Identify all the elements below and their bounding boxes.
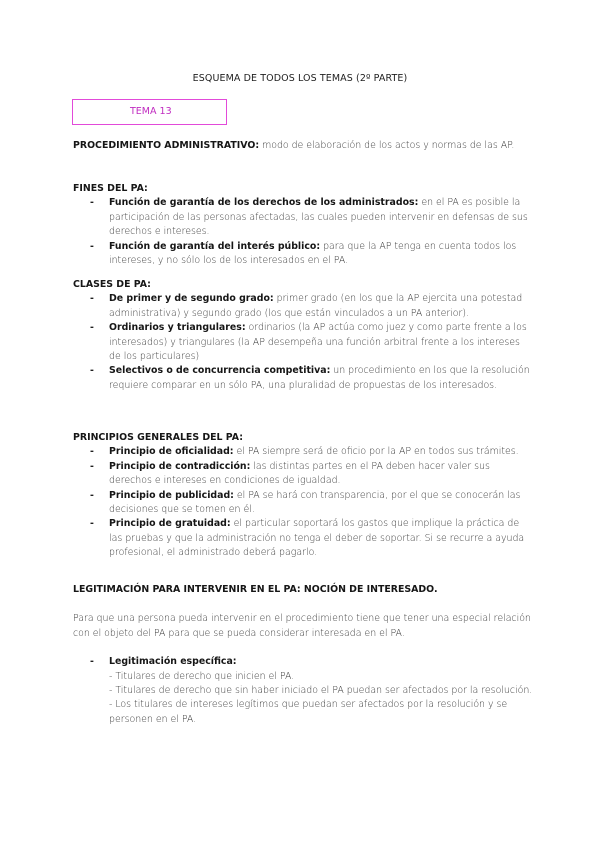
fines-heading: FINES DEL PA: xyxy=(73,183,148,194)
item-text: el PA siempre será de oficio por la AP en todos sus trámites. xyxy=(233,446,519,458)
item-term: Legitimación específica: xyxy=(109,656,237,668)
list-item xyxy=(73,460,533,489)
legitimacion-line: - Titulares de derecho que inicien el PA. xyxy=(109,670,295,682)
item-term: Ordinarios y triangulares: xyxy=(109,322,246,334)
item-term: Selectivos o de concurrencia competitiva: xyxy=(109,365,331,377)
list-item xyxy=(73,445,533,459)
item-text: el PA se hará con transparencia, por el que se conocerán las decisiones que se tomen en él. xyxy=(109,489,521,516)
fines-list xyxy=(73,196,533,268)
item-term: Función de garantía del interés público: xyxy=(109,240,321,252)
principios-list xyxy=(73,445,533,560)
principios-heading: PRINCIPIOS GENERALES DEL PA: xyxy=(73,432,243,443)
principios-section xyxy=(73,431,533,561)
list-item xyxy=(73,292,533,321)
legitimacion-section xyxy=(73,583,533,727)
item-term: Principio de contradicción: xyxy=(109,460,251,472)
item-term: Función de garantía de los derechos de los administrados: xyxy=(109,197,419,209)
list-item xyxy=(73,321,533,364)
fines-section xyxy=(73,182,533,268)
list-item xyxy=(73,489,533,518)
list-item xyxy=(73,517,533,560)
procedimiento-def: modo de elaboración de los actos y normas de las AP. xyxy=(259,140,515,151)
item-term: Principio de publicidad: xyxy=(109,489,234,501)
document-title: ESQUEMA DE TODOS LOS TEMAS (2º PARTE) xyxy=(192,73,408,84)
item-text: el particular soportará los gastos que implique la práctica de las pruebas y que la administración no tenga el deber de soportar. Si se recurre a ayuda profesional, el administrado deberá pagarlo. xyxy=(109,518,525,559)
item-term: De primer y de segundo grado: xyxy=(109,293,274,305)
item-term: Principio de gratuidad: xyxy=(109,518,231,530)
legitimacion-heading: LEGITIMACIÓN PARA INTERVENIR EN EL PA: NOCIÓN DE INTERESADO. xyxy=(73,584,438,595)
legitimacion-line: - Los titulares de intereses legítimos que puedan ser afectados por la resolución y se personen en el PA. xyxy=(109,699,508,725)
list-item xyxy=(73,196,533,239)
list-item xyxy=(73,364,533,393)
procedimiento-definition xyxy=(73,139,533,153)
item-text: primer grado (en los que la AP ejercita una potestad administrativa) y segundo grado (los que están vinculados a un PA anterior). xyxy=(109,293,523,319)
item-term: Principio de oficialidad: xyxy=(109,446,234,458)
item-text: un procedimiento en los que la resolución requiere comparar en un sólo PA, una pluralidad de propuestas de los interesados. xyxy=(109,365,530,391)
item-text: ordinarios (la AP actúa como juez y como parte frente a los interesados) y triangulares (la AP desempeña una función arbitral frente a los intereses de los particulares) xyxy=(109,322,527,363)
item-text: las distintas partes en el PA deben hacer valer sus derechos e intereses en condiciones de igualdad. xyxy=(109,460,490,487)
tema-heading-box xyxy=(72,99,227,125)
tema-label: TEMA 13 xyxy=(130,106,172,117)
item-text: en el PA es posible la participación de las personas afectadas, las cuales pueden intervenir en defensas de sus derechos e intereses. xyxy=(109,197,528,238)
legitimacion-list xyxy=(73,655,533,669)
legitimacion-line: - Titulares de derecho que sin haber iniciado el PA puedan ser afectados por la resolución. xyxy=(109,685,533,697)
procedimiento-term: PROCEDIMIENTO ADMINISTRATIVO: xyxy=(73,140,260,151)
clases-section xyxy=(73,278,533,393)
clases-heading: CLASES DE PA: xyxy=(73,279,151,290)
clases-list xyxy=(73,292,533,393)
legitimacion-intro: Para que una persona pueda intervenir en el procedimiento tiene que tener una especial relación con el objeto del PA para que se pueda considerar interesada en el PA. xyxy=(73,613,531,639)
list-item xyxy=(73,655,533,669)
item-text: para que la AP tenga en cuenta todos los intereses, y no sólo los de los interesados en el PA. xyxy=(109,240,517,267)
list-item xyxy=(73,240,533,269)
